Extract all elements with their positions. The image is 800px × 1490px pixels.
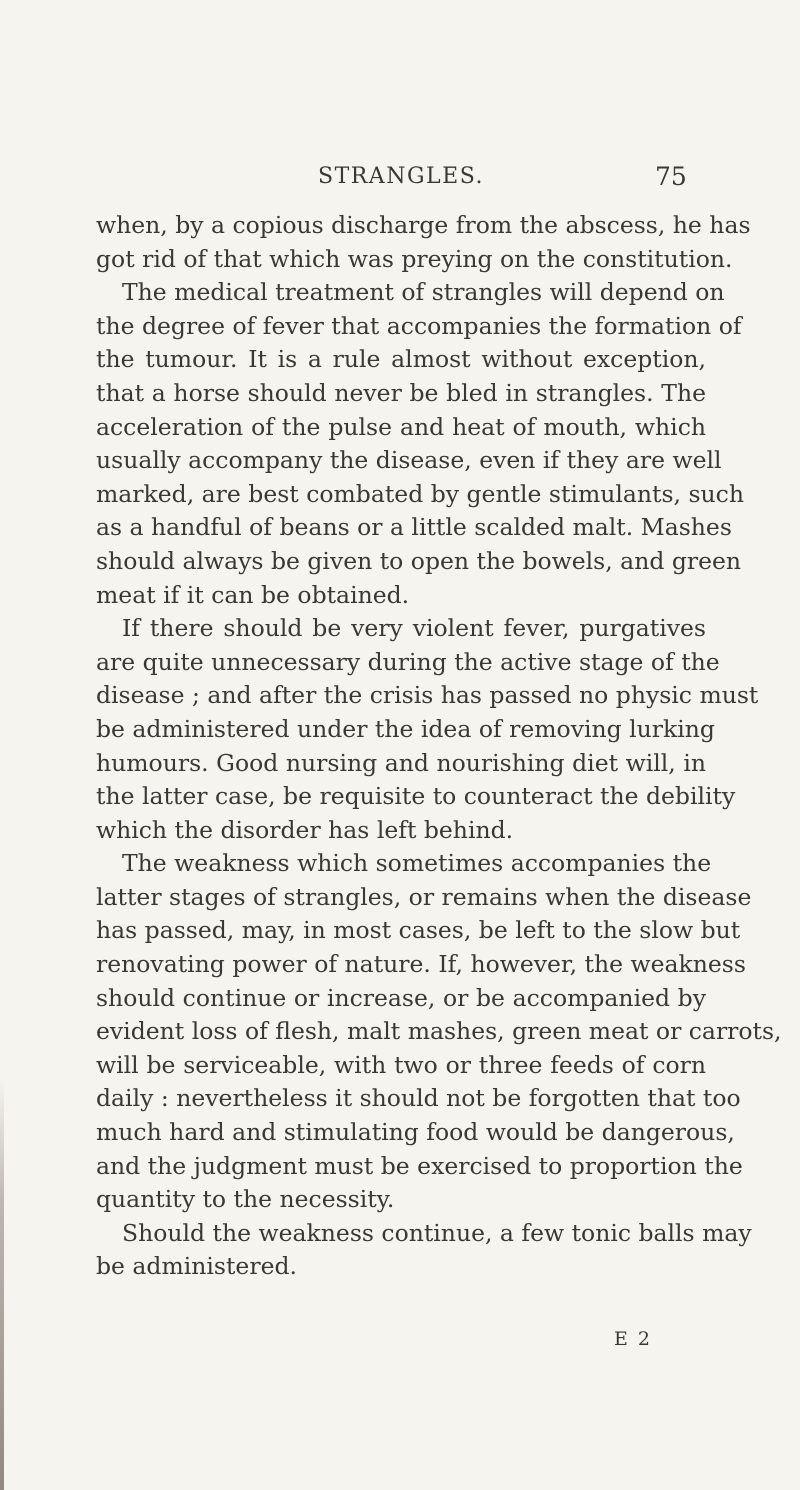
text-line: will be serviceable, with two or three feeds of corn [96, 1050, 706, 1079]
text-line: be administered under the idea of removing lurking [96, 714, 715, 743]
text-line: acceleration of the pulse and heat of mouth, which [96, 412, 706, 441]
page-edge-shadow [0, 1080, 4, 1490]
paragraph-start-line: The medical treatment of strangles will depend on [122, 278, 725, 307]
text-line: and the judgment must be exercised to proportion the [96, 1151, 743, 1180]
paragraph-end-line: be administered. [96, 1252, 297, 1281]
page-number: 75 [655, 162, 687, 191]
running-title: STRANGLES. [318, 164, 484, 189]
text-line: daily : nevertheless it should not be forgotten that too [96, 1084, 741, 1113]
text-line: the tumour. It is a rule almost without exception, [96, 345, 706, 374]
paragraph-end-line: quantity to the necessity. [96, 1185, 395, 1214]
running-head [0, 162, 800, 192]
text-line: as a handful of beans or a little scalded malt. Mashes [96, 513, 732, 542]
paragraph-end-line: meat if it can be obtained. [96, 580, 410, 609]
paragraph-start-line: Should the weakness continue, a few tonic balls may [122, 1218, 752, 1247]
text-line: marked, are best combated by gentle stimulants, such [96, 479, 744, 508]
text-line: usually accompany the disease, even if they are well [96, 446, 722, 475]
text-line: when, by a copious discharge from the abscess, he has [96, 211, 751, 239]
body-text [96, 209, 782, 1284]
text-line: should continue or increase, or be accompanied by [96, 983, 706, 1012]
text-line: are quite unnecessary during the active stage of the [96, 647, 720, 676]
text-line: has passed, may, in most cases, be left to the slow but [96, 916, 741, 945]
text-line: disease ; and after the crisis has passed no physic must [96, 681, 759, 710]
text-line: renovating power of nature. If, however, the weakness [96, 950, 746, 979]
text-line: much hard and stimulating food would be dangerous, [96, 1118, 735, 1147]
text-line: got rid of that which was preying on the constitution. [96, 244, 733, 273]
text-line: that a horse should never be bled in strangles. The [96, 378, 706, 407]
paragraph-end-line: which the disorder has left behind. [96, 815, 514, 844]
text-line: the latter case, be requisite to counteract the debility [96, 782, 736, 811]
text-line: humours. Good nursing and nourishing diet will, in [96, 748, 706, 777]
text-line: evident loss of flesh, malt mashes, green meat or carrots, [96, 1017, 782, 1046]
paragraph-start-line: The weakness which sometimes accompanies the [122, 849, 712, 878]
text-line: should always be given to open the bowels, and green [96, 546, 742, 575]
paragraph-start-line: If there should be very violent fever, purgatives [122, 614, 706, 643]
signature-mark: E 2 [614, 1328, 652, 1350]
text-line: latter stages of strangles, or remains when the disease [96, 882, 752, 911]
text-line: the degree of fever that accompanies the formation of [96, 311, 742, 340]
